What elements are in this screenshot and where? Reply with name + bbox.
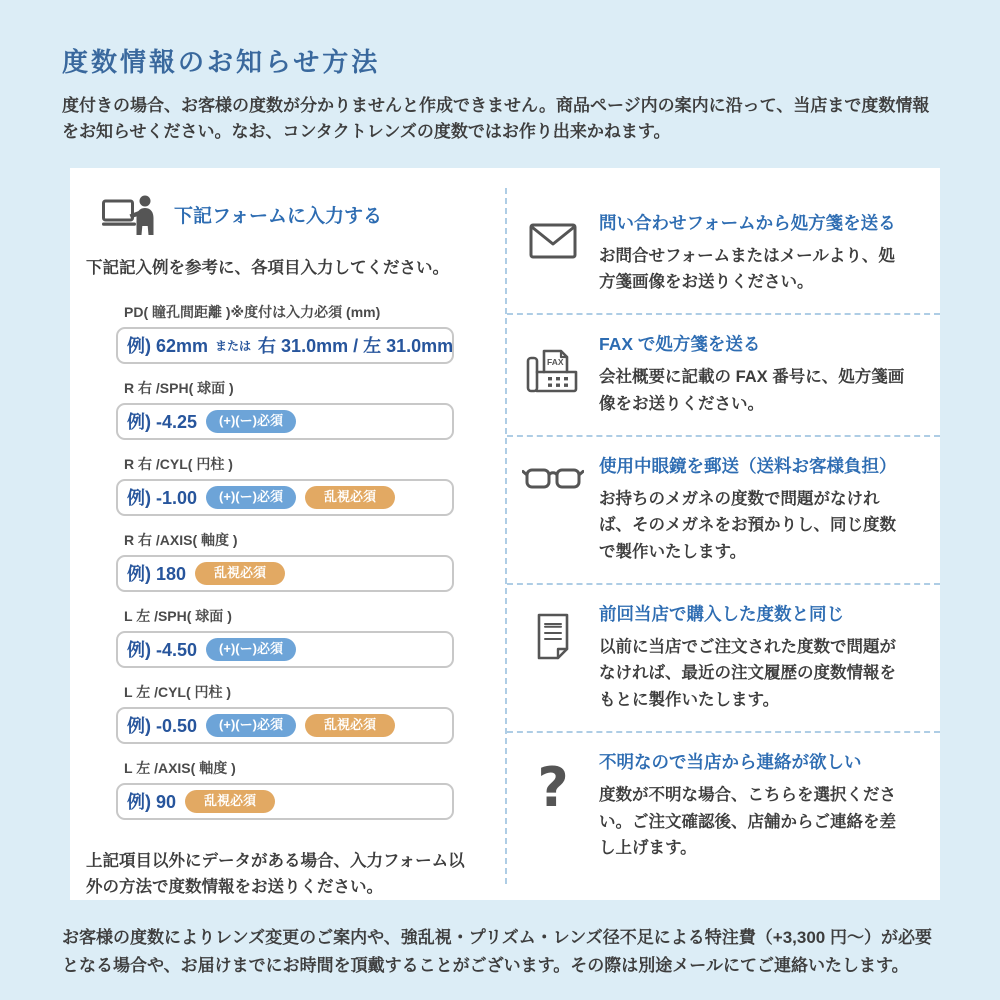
form-fields (116, 302, 454, 820)
contact-method (507, 194, 940, 315)
example-value: 例) -0.50 (127, 716, 198, 737)
contact-method (507, 585, 940, 733)
form-field (116, 758, 454, 820)
field-label: R 右 /CYL( 円柱 ) (124, 455, 233, 472)
footer-note: お客様の度数によりレンズ変更のご案内や、強乱視・プリズム・レンズ径不足による特注費（+3,300 円～）が必要となる場合や、お届けまでにお時間を頂戴することがございます。その際は別途メールにてご連絡いたします。 (62, 928, 932, 975)
astigmatism-required-badge: 乱視必須 (305, 486, 395, 509)
method-body: お問合せフォームまたはメールより、処方箋画像をお送りください。 (599, 246, 895, 292)
field-label: L 左 /AXIS( 軸度 ) (124, 759, 236, 776)
method-body: 度数が不明な場合、こちらを選択ください。ご注文確認後、店舗からご連絡を差し上げます。 (599, 785, 896, 858)
method-title: 前回当店で購入した度数と同じ (599, 603, 844, 624)
contact-method (507, 437, 940, 585)
example-value: 例) -4.50 (127, 640, 198, 661)
plus-minus-required-badge: (+)(ー)必須 (206, 410, 296, 433)
example-value: 例) 62mm (127, 336, 209, 357)
method-title: FAX で処方箋を送る (599, 334, 761, 355)
intro-text: 度付きの場合、お客様の度数が分かりませんと作成できません。商品ページ内の案内に沿って、当店まで度数情報をお知らせください。なお、コンタクトレンズの度数ではお作り出来かねます。 (62, 96, 930, 142)
form-heading: 下記フォームに入力する (174, 206, 383, 228)
methods-column (505, 188, 940, 885)
plus-minus-required-badge: (+)(ー)必須 (206, 714, 296, 737)
example-input-box (116, 783, 454, 820)
method-title: 問い合わせフォームから処方箋を送る (599, 212, 896, 233)
example-input-box (116, 327, 454, 364)
field-label: R 右 /SPH( 球面 ) (124, 379, 234, 396)
method-body: お持ちのメガネの度数で問題がなければ、そのメガネをお預かりし、同じ度数で製作いたします。 (599, 489, 896, 561)
envelope-icon (507, 210, 599, 296)
plus-minus-required-badge: (+)(ー)必須 (206, 486, 296, 509)
form-instruction: 下記記入例を参考に、各項目入力してください。 (86, 258, 449, 277)
presenter-screen-icon (102, 194, 154, 236)
content-panel (70, 168, 940, 901)
example-value-small: または (215, 338, 252, 353)
contact-method (507, 733, 940, 879)
document-icon (507, 601, 599, 714)
example-value: 例) 90 (127, 792, 177, 813)
fax-icon (507, 331, 599, 417)
method-title: 不明なので当店から連絡が欲しい (599, 751, 862, 772)
example-value: 例) 180 (127, 564, 187, 585)
page-title: 度数情報のお知らせ方法 (62, 47, 381, 77)
field-label: R 右 /AXIS( 軸度 ) (124, 531, 238, 548)
example-input-box (116, 555, 454, 592)
form-field (116, 378, 454, 440)
form-field (116, 606, 454, 668)
astigmatism-required-badge: 乱視必須 (185, 790, 275, 813)
example-input-box (116, 403, 454, 440)
glasses-icon (507, 453, 599, 566)
form-field (116, 682, 454, 744)
envelope-icon (529, 222, 577, 296)
form-field (116, 302, 454, 364)
example-input-box (116, 631, 454, 668)
field-label: L 左 /SPH( 球面 ) (124, 607, 232, 624)
question-icon: ? (537, 755, 569, 819)
example-input-box (116, 479, 454, 516)
form-note: 上記項目以外にデータがある場合、入力フォーム以外の方法で度数情報をお送りください。 (86, 851, 465, 897)
fax-icon (526, 343, 580, 417)
svg-text:FAX: FAX (547, 357, 564, 368)
document-icon (532, 613, 574, 714)
form-header (102, 194, 505, 236)
example-input-box (116, 707, 454, 744)
example-value-secondary: 右 31.0mm / 左 31.0mm (258, 336, 454, 357)
glasses-icon (522, 465, 584, 566)
example-value: 例) -4.25 (127, 412, 198, 433)
question-icon (507, 749, 599, 862)
field-label: L 左 /CYL( 円柱 ) (124, 683, 232, 700)
form-column (70, 168, 505, 901)
astigmatism-required-badge: 乱視必須 (305, 714, 395, 737)
form-field (116, 454, 454, 516)
contact-method (507, 315, 940, 436)
plus-minus-required-badge: (+)(ー)必須 (206, 638, 296, 661)
method-body: 以前に当店でご注文された度数で問題がなければ、最近の注文履歴の度数情報をもとに製作いたします。 (599, 637, 896, 710)
field-label: PD( 瞳孔間距離 )※度付は入力必須 (mm) (124, 303, 381, 320)
astigmatism-required-badge: 乱視必須 (195, 562, 285, 585)
example-value: 例) -1.00 (127, 488, 198, 509)
form-field (116, 530, 454, 592)
method-body: 会社概要に記載の FAX 番号に、処方箋画像をお送りください。 (599, 368, 905, 413)
method-title: 使用中眼鏡を郵送（送料お客様負担） (599, 455, 897, 476)
